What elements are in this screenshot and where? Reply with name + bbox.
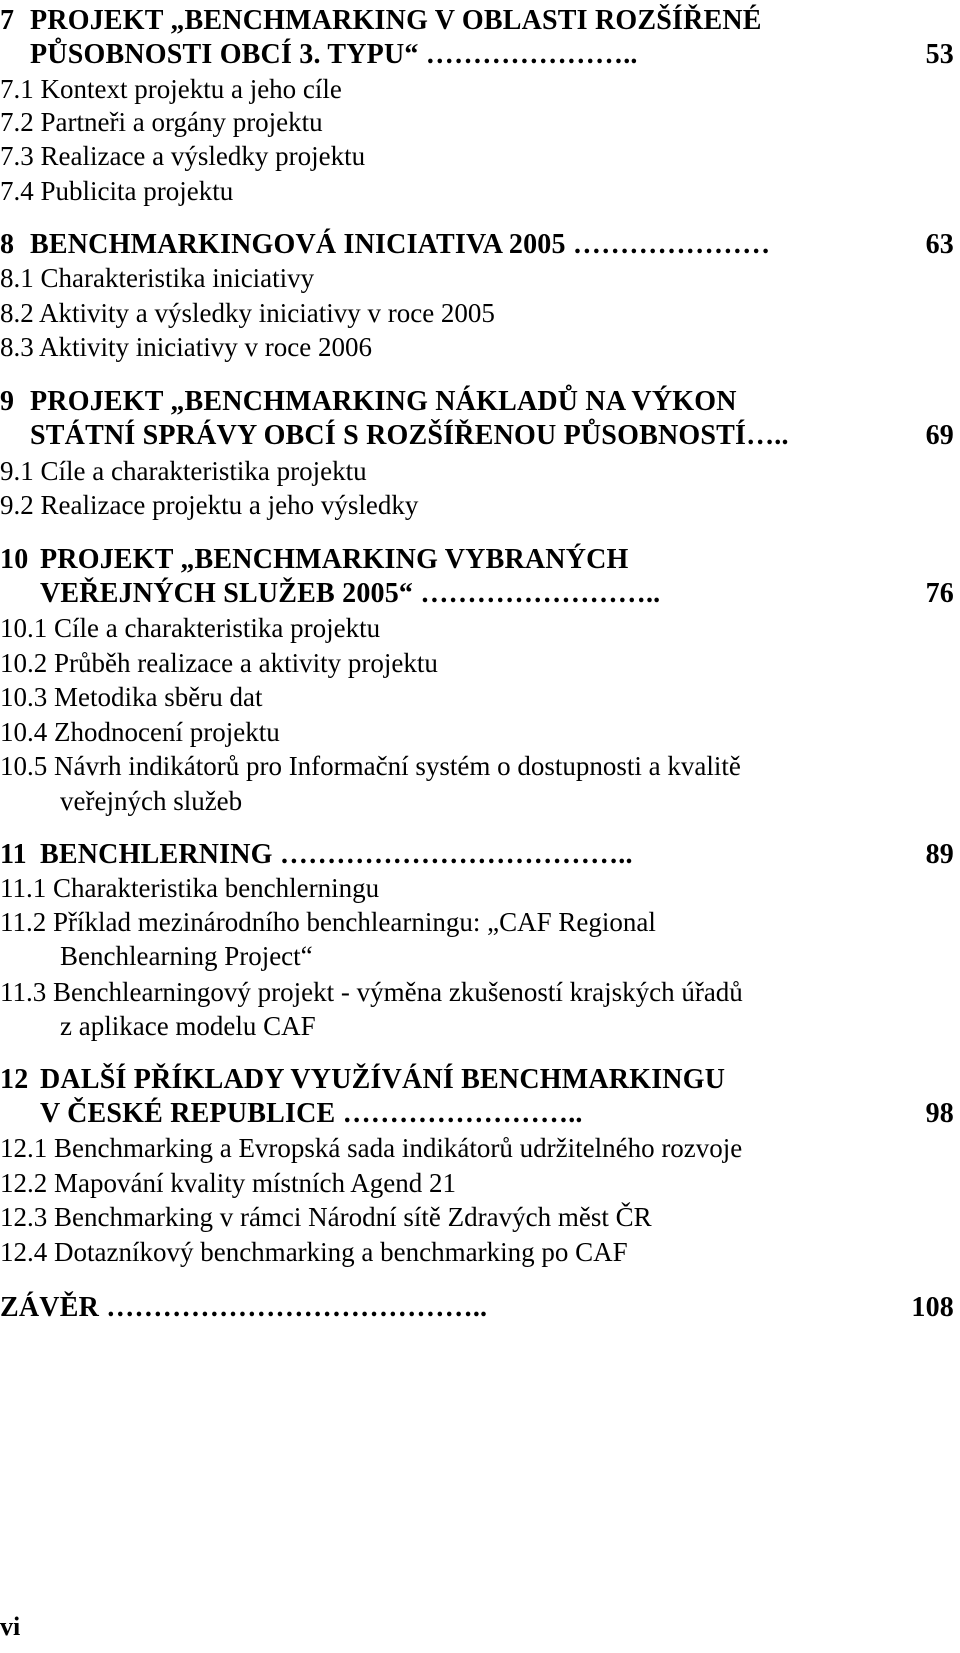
- toc-conclusion[interactable]: [0, 1291, 960, 1325]
- toc-section-10-1[interactable]: 10.1 Cíle a charakteristika projektu: [0, 613, 381, 643]
- chapter-page-number: 76: [925, 578, 954, 609]
- dot-leader: ……………………..: [342, 1098, 583, 1129]
- toc-section-10-4[interactable]: 10.4 Zhodnocení projektu: [0, 717, 280, 747]
- chapter-number: 9: [0, 386, 15, 417]
- toc-section-9-2[interactable]: 9.2 Realizace projektu a jeho výsledky: [0, 490, 419, 520]
- chapter-title-line1: DALŠÍ PŘÍKLADY VYUŽÍVÁNÍ BENCHMARKINGU: [40, 1064, 726, 1095]
- toc-section-12-2[interactable]: 12.2 Mapování kvality místních Agend 21: [0, 1168, 456, 1198]
- chapter-number: 8: [0, 229, 15, 260]
- toc-section-12-3[interactable]: 12.3 Benchmarking v rámci Národní sítě Zdravých měst ČR: [0, 1202, 652, 1232]
- chapter-title-line1: PROJEKT „BENCHMARKING V OBLASTI ROZŠÍŘENÉ: [30, 5, 762, 36]
- dot-leader: ……………………..: [420, 578, 661, 609]
- toc-chapter-12[interactable]: [0, 1063, 960, 1131]
- chapter-page-number: 53: [925, 39, 954, 70]
- toc-section-8-1[interactable]: 8.1 Charakteristika iniciativy: [0, 263, 315, 293]
- chapter-number: 7: [0, 5, 15, 36]
- toc-section-10-5[interactable]: 10.5 Návrh indikátorů pro Informační systém o dostupnosti a kvalitě: [0, 751, 741, 781]
- chapter-title: BENCHMARKINGOVÁ INICIATIVA 2005: [30, 229, 566, 260]
- toc-section-7-3[interactable]: 7.3 Realizace a výsledky projektu: [0, 141, 366, 171]
- chapter-page-number: 69: [925, 420, 954, 451]
- toc-section-10-3[interactable]: 10.3 Metodika sběru dat: [0, 682, 263, 712]
- chapter-title-line2: STÁTNÍ SPRÁVY OBCÍ S ROZŠÍŘENOU PŮSOBNOSTÍ: [30, 420, 747, 451]
- toc-section-7-1[interactable]: 7.1 Kontext projektu a jeho cíle: [0, 74, 342, 104]
- dot-leader: …..: [746, 420, 789, 451]
- toc-chapter-7[interactable]: [0, 4, 960, 72]
- toc-section-11-3[interactable]: 11.3 Benchlearningový projekt - výměna zkušeností krajských úřadů: [0, 977, 743, 1007]
- chapter-title-line2: V ČESKÉ REPUBLICE: [40, 1098, 336, 1129]
- toc-section-11-2-continued[interactable]: Benchlearning Project“: [60, 941, 313, 971]
- toc-section-8-3[interactable]: 8.3 Aktivity iniciativy v roce 2006: [0, 332, 372, 362]
- chapter-title-line2: VEŘEJNÝCH SLUŽEB 2005“: [40, 578, 414, 609]
- chapter-number: 11: [0, 839, 27, 870]
- chapter-page-number: 89: [925, 839, 954, 870]
- chapter-title-line2: PŮSOBNOSTI OBCÍ 3. TYPU“: [30, 39, 419, 70]
- dot-leader: …………………..: [425, 39, 638, 70]
- chapter-title-line1: PROJEKT „BENCHMARKING NÁKLADŮ NA VÝKON: [30, 386, 737, 417]
- toc-section-9-1[interactable]: 9.1 Cíle a charakteristika projektu: [0, 456, 367, 486]
- chapter-page-number: 108: [911, 1292, 954, 1323]
- toc-chapter-10[interactable]: [0, 543, 960, 611]
- chapter-number: 10: [0, 544, 29, 575]
- dot-leader: …………………………………..: [106, 1292, 488, 1323]
- dot-leader: …………………: [572, 229, 771, 260]
- toc-section-10-2[interactable]: 10.2 Průběh realizace a aktivity projektu: [0, 648, 438, 678]
- toc-section-11-1[interactable]: 11.1 Charakteristika benchlerningu: [0, 873, 380, 903]
- chapter-title: BENCHLERNING: [40, 839, 273, 870]
- toc-section-7-2[interactable]: 7.2 Partneři a orgány projektu: [0, 107, 323, 137]
- page-number: vi: [0, 1612, 21, 1641]
- dot-leader: ………………………………..: [279, 839, 633, 870]
- toc-chapter-8[interactable]: [0, 228, 960, 262]
- chapter-title: ZÁVĚR: [0, 1292, 100, 1323]
- toc-section-11-2[interactable]: 11.2 Příklad mezinárodního benchlearningu: „CAF Regional: [0, 907, 656, 937]
- toc-section-7-4[interactable]: 7.4 Publicita projektu: [0, 176, 234, 206]
- toc-section-12-4[interactable]: 12.4 Dotazníkový benchmarking a benchmarking po CAF: [0, 1237, 628, 1267]
- toc-chapter-9[interactable]: [0, 385, 960, 453]
- toc-section-10-5-continued[interactable]: veřejných služeb: [60, 786, 243, 816]
- chapter-page-number: 98: [925, 1098, 954, 1129]
- chapter-number: 12: [0, 1064, 29, 1095]
- chapter-page-number: 63: [925, 229, 954, 260]
- toc-section-11-3-continued[interactable]: z aplikace modelu CAF: [60, 1011, 316, 1041]
- toc-section-12-1[interactable]: 12.1 Benchmarking a Evropská sada indikátorů udržitelného rozvoje: [0, 1133, 743, 1163]
- toc-chapter-11[interactable]: [0, 838, 960, 872]
- toc-section-8-2[interactable]: 8.2 Aktivity a výsledky iniciativy v roce 2005: [0, 298, 495, 328]
- chapter-title-line1: PROJEKT „BENCHMARKING VYBRANÝCH: [40, 544, 629, 575]
